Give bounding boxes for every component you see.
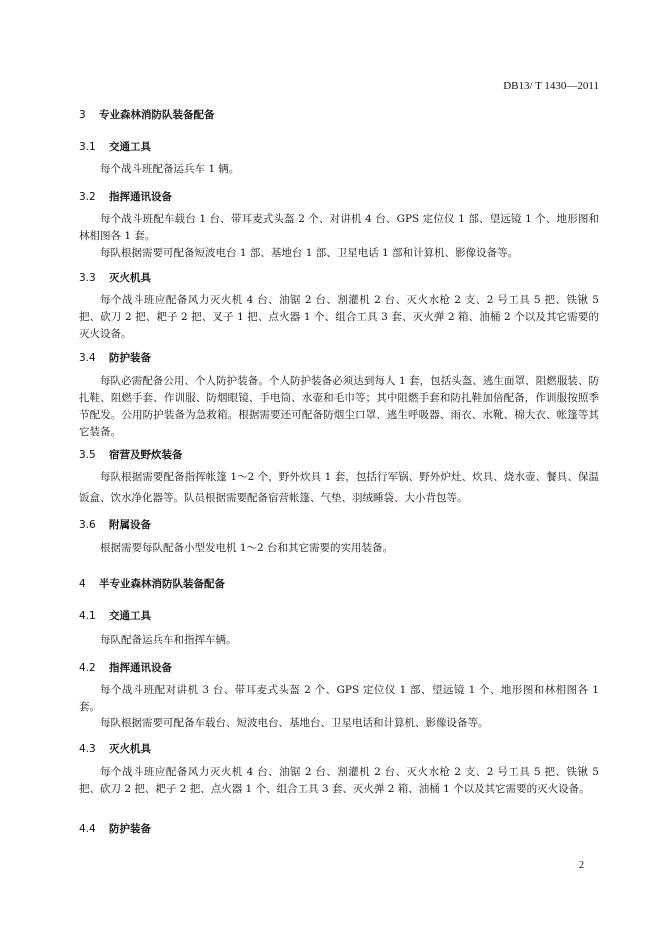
section-4-2-paragraph-1: 每个战斗班配对讲机 3 台、带耳麦式头盔 2 个、GPS 定位仪 1 部、望远镜 1 个、地形图和林相图各 1 套。	[79, 684, 599, 713]
section-3-heading	[79, 107, 215, 122]
section-number: 3.6	[79, 519, 96, 531]
section-title: 指挥通讯设备	[109, 662, 172, 674]
section-3-3-paragraph: 每个战斗班应配备风力灭火机 4 台、油锯 2 台、割灌机 2 台、灭火水枪 2 支、2 号工具 5 把、铁锹 5 把、砍刀 2 把、耙子 2 把、叉子 1 把、点火器 1 个、组合工具 3 套、灭火弹 2 箱、油桶 2 个以及其它需要的灭火设备。	[79, 294, 599, 340]
section-number: 3.4	[79, 352, 96, 364]
section-3-1-paragraph: 每个战斗班配备运兵车 1 辆。	[100, 163, 240, 175]
section-number: 3.2	[79, 191, 96, 203]
section-number: 4.1	[79, 610, 96, 622]
page-number: 2	[579, 860, 584, 871]
text-run: 大小背包等。	[404, 492, 468, 504]
section-title: 灭火机具	[109, 272, 151, 284]
section-number: 3	[79, 109, 86, 121]
text-run: 每队根据需要配备指挥帐篷 1～2 个，野外炊具 1 套，包括行军锅、野外炉灶、炊具、烧水壶、餐具、保温饭盒、饮水净化器等。队员根据需要配备宿营帐篷、气垫、羽绒睡袋	[79, 471, 599, 504]
section-4-2-heading	[79, 660, 172, 675]
section-3-5-heading	[79, 447, 183, 462]
section-title: 半专业森林消防队装备配备	[99, 578, 225, 590]
section-4-2-paragraph-2: 每队根据需要可配备车载台、短波电台、基地台、卫星电话和计算机、影像设备等。	[100, 717, 489, 729]
section-3-6-heading	[79, 517, 151, 532]
section-title: 指挥通讯设备	[109, 191, 172, 203]
section-title: 灭火机具	[109, 743, 151, 755]
header-standard-code: DB13/ T 1430—2011	[503, 80, 599, 92]
section-title: 交通工具	[109, 141, 151, 153]
section-3-2-heading	[79, 189, 172, 204]
section-3-4-paragraph: 每队必需配备公用、个人防护装备。个人防护装备必须达到每人 1 套，包括头盔、逃生面罩、阻燃服装、防扎鞋、阻燃手套、作训服、防烟眼镜、手电筒、水壶和毛巾等；其中阻燃手套和防扎鞋加倍配备，作训服按照季节配发。公用防护装备为急救箱。根据需要还可配备防烟尘口罩、逃生呼吸器、雨衣、水靴、棉大衣、帐篷等其它装备。	[79, 375, 599, 438]
section-title: 附属设备	[109, 519, 151, 531]
section-number: 4.2	[79, 662, 96, 674]
section-number: 4.4	[79, 823, 96, 835]
section-3-2-paragraph-1: 每个战斗班配车载台 1 台、带耳麦式头盔 2 个、对讲机 4 台、GPS 定位仪 1 部、望远镜 1 个、地形图和林相图各 1 套。	[79, 213, 599, 242]
red-comma-mark: 、	[394, 492, 405, 504]
section-3-5-paragraph	[79, 467, 599, 509]
section-4-3-paragraph: 每个战斗班应配备风力灭火机 4 台、油锯 2 台、割灌机 2 台、灭火水枪 2 支、2 号工具 5 把、铁锹 5 把、砍刀 2 把、耙子 2 把、点火器 1 个、组合工具 3 套、灭火弹 2 箱、油桶 1 个以及其它需要的灭火设备。	[79, 766, 599, 795]
section-4-heading	[79, 576, 225, 591]
section-number: 4.3	[79, 743, 96, 755]
section-title: 交通工具	[109, 610, 151, 622]
section-number: 4	[79, 578, 86, 590]
section-number: 3.3	[79, 272, 96, 284]
section-4-3-heading	[79, 741, 151, 756]
section-number: 3.5	[79, 449, 96, 461]
section-4-4-heading	[79, 821, 151, 836]
section-title: 宿营及野炊装备	[109, 449, 183, 461]
section-3-6-paragraph: 根据需要每队配备小型发电机 1～2 台和其它需要的实用装备。	[100, 542, 394, 554]
section-4-1-heading	[79, 608, 151, 623]
section-title: 防护装备	[109, 352, 151, 364]
section-title: 防护装备	[109, 823, 151, 835]
section-3-3-heading	[79, 270, 151, 285]
section-3-2-paragraph-2: 每队根据需要可配备短波电台 1 部、基地台 1 部、卫星电话 1 部和计算机、影像设备等。	[100, 247, 519, 259]
section-number: 3.1	[79, 141, 96, 153]
section-3-1-heading	[79, 139, 151, 154]
section-title: 专业森林消防队装备配备	[99, 109, 215, 121]
section-3-4-heading	[79, 350, 151, 365]
section-4-1-paragraph: 每队配备运兵车和指挥车辆。	[100, 634, 237, 646]
